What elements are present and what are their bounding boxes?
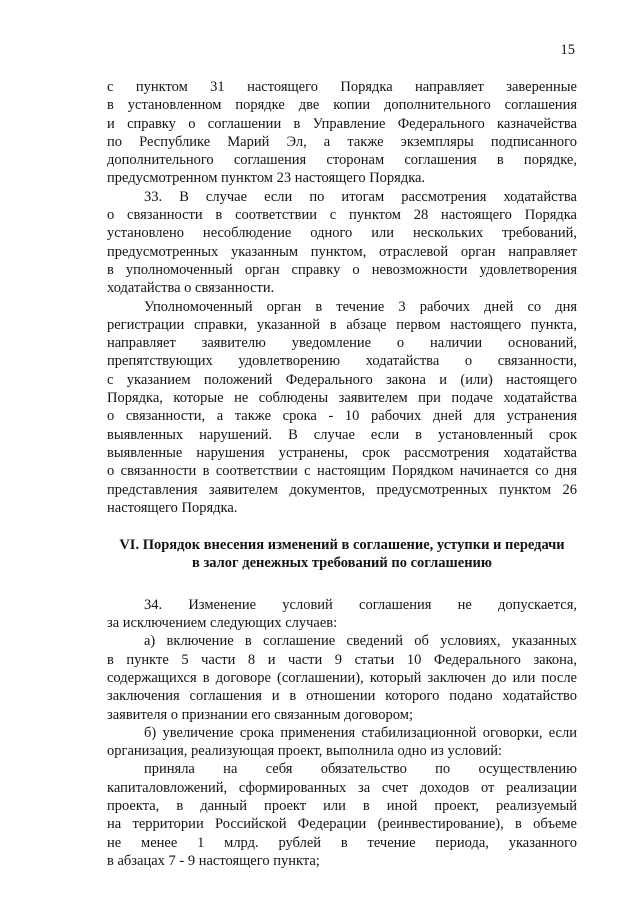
text-line: о связанности в соответствии с настоящим Порядком начинается со дня (107, 463, 577, 480)
text-line: б) увеличение срока применения стабилизационной оговорки, если (144, 724, 577, 741)
text-line: в пункте 5 части 8 и части 9 статьи 10 Федерального закона, (107, 651, 577, 668)
text-line: заявителя о признании его связанным договором; (107, 706, 413, 723)
text-line: а) включение в соглашение сведений об условиях, указанных (144, 633, 577, 650)
text-line: в абзацах 7 - 9 настоящего пункта; (107, 852, 320, 869)
text-line: направляет заявителю уведомление о наличии оснований, (107, 335, 577, 352)
text-line: установлено несоблюдение одного или нескольких требований, (107, 225, 577, 242)
text-line: и справку о соглашении в Управление Федерального казначейства (107, 115, 577, 132)
document-body (107, 78, 577, 870)
paragraph-authorized-body (107, 298, 577, 518)
text-line: 34. Изменение условий соглашения не допускается, (144, 596, 577, 613)
section-heading (107, 536, 577, 573)
text-line: организация, реализующая проект, выполнила одно из условий: (107, 743, 503, 760)
condition-reinvestment (107, 760, 577, 870)
paragraph-continuation (107, 78, 577, 188)
text-line: с указанием положений Федерального закона и (или) настоящего (107, 371, 577, 388)
item-b (107, 724, 577, 761)
text-line: о связанности в соответствии с пунктом 28 настоящего Порядка (107, 207, 577, 224)
text-line: проекта, в данный проект или в иной проект, реализуемый (107, 797, 577, 814)
text-line: содержащихся в договоре (соглашении), который заключен до или после (107, 669, 577, 686)
text-line: с пунктом 31 настоящего Порядка направляет заверенные (107, 79, 577, 95)
text-line: Уполномоченный орган в течение 3 рабочих дней со дня (144, 298, 577, 315)
text-line: выявленных нарушений. В случае если в установленный срок (107, 426, 577, 443)
paragraph-34 (107, 596, 577, 633)
item-a (107, 632, 577, 723)
text-line: Порядка, которые не соблюдены заявителем при подаче ходатайства (107, 390, 577, 407)
text-line: в установленном порядке две копии дополнительного соглашения (107, 97, 577, 114)
text-line: на территории Российской Федерации (реинвестирование), в объеме (107, 816, 577, 833)
text-line: регистрации справки, указанной в абзаце первом настоящего пункта, (107, 316, 577, 333)
text-line: представления заявителем документов, предусмотренных пунктом 26 (107, 481, 577, 498)
text-line: заключения соглашения и в отношении которого подано ходатайство (107, 688, 577, 705)
text-line: за исключением следующих случаев: (107, 615, 338, 632)
text-line: приняла на себя обязательство по осуществлению (144, 761, 577, 778)
text-line: предусмотренных указанным пунктом, отраслевой орган направляет (107, 243, 577, 260)
text-line: не менее 1 млрд. рублей в течение периода, указанного (107, 834, 577, 851)
text-line: по Республике Марий Эл, а также экземпляры подписанного (107, 133, 577, 150)
text-line: настоящего Порядка. (107, 499, 238, 516)
text-line: 33. В случае если по итогам рассмотрения ходатайства (144, 188, 577, 205)
page-number: 15 (560, 42, 575, 58)
text-line: в уполномоченный орган справку о невозможности удовлетворения (107, 261, 577, 278)
heading-line: в залог денежных требований по соглашению (191, 555, 492, 572)
text-line: капиталовложений, сформированных за счет доходов от реализации (107, 779, 577, 796)
text-line: о связанности, а также срока - 10 рабочих дней для устранения (107, 408, 577, 425)
text-line: предусмотренном пунктом 23 настоящего Порядка. (107, 170, 426, 187)
heading-line: VI. Порядок внесения изменений в соглашение, уступки и передачи (119, 537, 565, 554)
paragraph-33 (107, 188, 577, 298)
text-line: препятствующих удовлетворению ходатайства о связанности, (107, 353, 577, 370)
text-line: выявленные нарушения устранены, срок рассмотрения ходатайства (107, 444, 577, 461)
text-line: дополнительного соглашения сторонам соглашения в порядке, (107, 152, 577, 169)
text-line: ходатайства о связанности. (107, 280, 275, 297)
